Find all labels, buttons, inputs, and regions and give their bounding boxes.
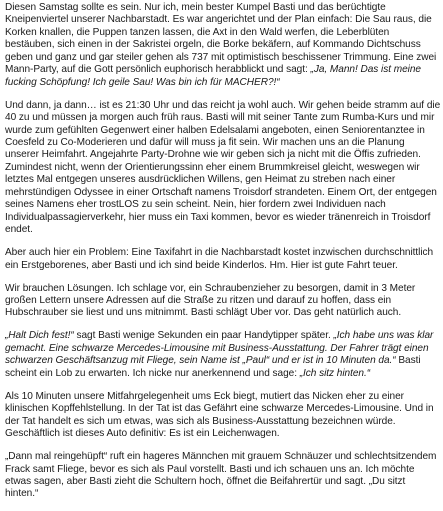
paragraph-intro-text: Diesen Samstag sollte es sein. Nur ich, mein bester Kumpel Basti und das berüchtigte Kneipenviertel unserer Nachbarstadt. Es war angerichtet und der Plan einfach: Die Sau raus, die Korken knallen, die Puppen tanzen lassen, die Axt in den Wald werfen, die Leberblüten bestäuben, sich einen in der Sakristei orgeln, die Borke bekäfern, auf Kommando Dichtschuss geben und ganz und gar steiler gehen als 737 mit optimistisch beschissener Trimmung. Eine zwei Mann-Party, auf die Gott persönlich euphorisch herabblickt und sagt: [5,2,437,76]
paragraph-taxi-problem: Aber auch hier ein Problem: Eine Taxifahrt in die Nachbarstadt kostet inzwischen durchschnittlich ein Erstgeborenes, aber Basti und ich sind beide Kinderlos. Hm. Hier ist gute Fahrt teuer. [5,247,434,271]
paragraph-evening: Und dann, ja dann… ist es 21:30 Uhr und das reicht ja wohl auch. Wir gehen beide stramm auf die 40 zu und müssen ja morgen auch früh raus. Basti will mit seiner Tante zum Rumba-Kurs und mir wurde zum gefühlten Gegenwert einer halben Edelsalami angeboten, einen Seniorentanztee in Coesfeld zu Co-Moderieren und dafür will muss ja fit sein. Wir machen uns an die Planung unserer Heimfahrt. Angejahrte Party-Drohne wie wir geben sich ja nicht mit die Öffis zufrieden. Zumindest nicht, wenn der Orientierungssinn eher einem Brummkreisel gleicht, weswegen wir letztes Mal entgegen unseres ausdrücklichen Willens, gen Heimat zu streben nach einer mehrstündigen Odyssee in einer Ortschaft namens Troisdorf strandeten. Einem Ort, der entgegen seines Namens eher trostLOS zu sein scheint. Nein, hier fordern zwei Individuen nach Individualpassagierverkehr, hier muss ein Taxi kommen, bevor es wieder tränenreich in Troisdorf endet. [5,99,441,236]
paragraph-solutions: Wir brauchen Lösungen. Ich schlage vor, ein Schraubenzieher zu besorgen, damit in 3 Meter großen Lettern unsere Adressen auf die Straße zu ritzen und darauf zu hoffen, dass ein Hubschrauber sie liest und uns mitnimmt. Basti schlägt Uber vor. Das geht natürlich auch. [5,282,416,319]
paragraph-intro [5,2,441,89]
paragraph-paul: „Dann mal reingehüpft“ ruft ein hageres Männchen mit grauem Schnäuzer und schlechtsitzendem Frack samt Fliege, bevor es sich als Paul vorstellt. Basti und ich schauen uns an. Ich möchte etwas sagen, aber Basti zieht die Schultern hoch, öffnet die Beifahrertür und sagt. „Du sitzt hinten.“ [5,451,437,500]
basti-quote-booking: „Ich habe uns was klar gemacht. Eine schwarze Mercedes-Limousine mit Business-Ausstattung. Der Fahrer trägt einen schwarzen Geschäftsanzug mit Fliege, sein Name ist „Paul“ und er ist in 10 Minuten da.“ [5,330,434,367]
paragraph-hearse: Als 10 Minuten unsere Mitfahrgelegenheit ums Eck biegt, mutiert das Nicken eher zu einer klinischen Kopffehlstellung. In der Tat ist das Gefährt eine schwarze Mercedes-Limousine. Und in der Tat handelt es sich um etwas, was sich als Business-Ausstattung bezeichnen würde. Geschäftlich ist dieses Auto definitiv: Es ist ein Leichenwagen. [5,390,434,440]
narrator-quote-back-seat: „Ich sitz hinten.“ [299,367,371,379]
basti-quote-hold-on: „Halt Dich fest!“ [5,330,74,342]
god-quote: „Ja, Mann! Das ist meine fucking Schöpfung! Ich geile Sau! Was bin ich für MACHER?!“ [5,64,421,88]
document-body [5,2,441,511]
paragraph-uber-text-1: sagt Basti wenige Sekunden ein paar Handytipper später. [73,330,334,342]
paragraph-uber-text-2: Basti scheint ein Lob zu erwarten. Ich nicke nur anerkennend und sage: [5,355,421,379]
paragraph-uber [5,330,441,380]
